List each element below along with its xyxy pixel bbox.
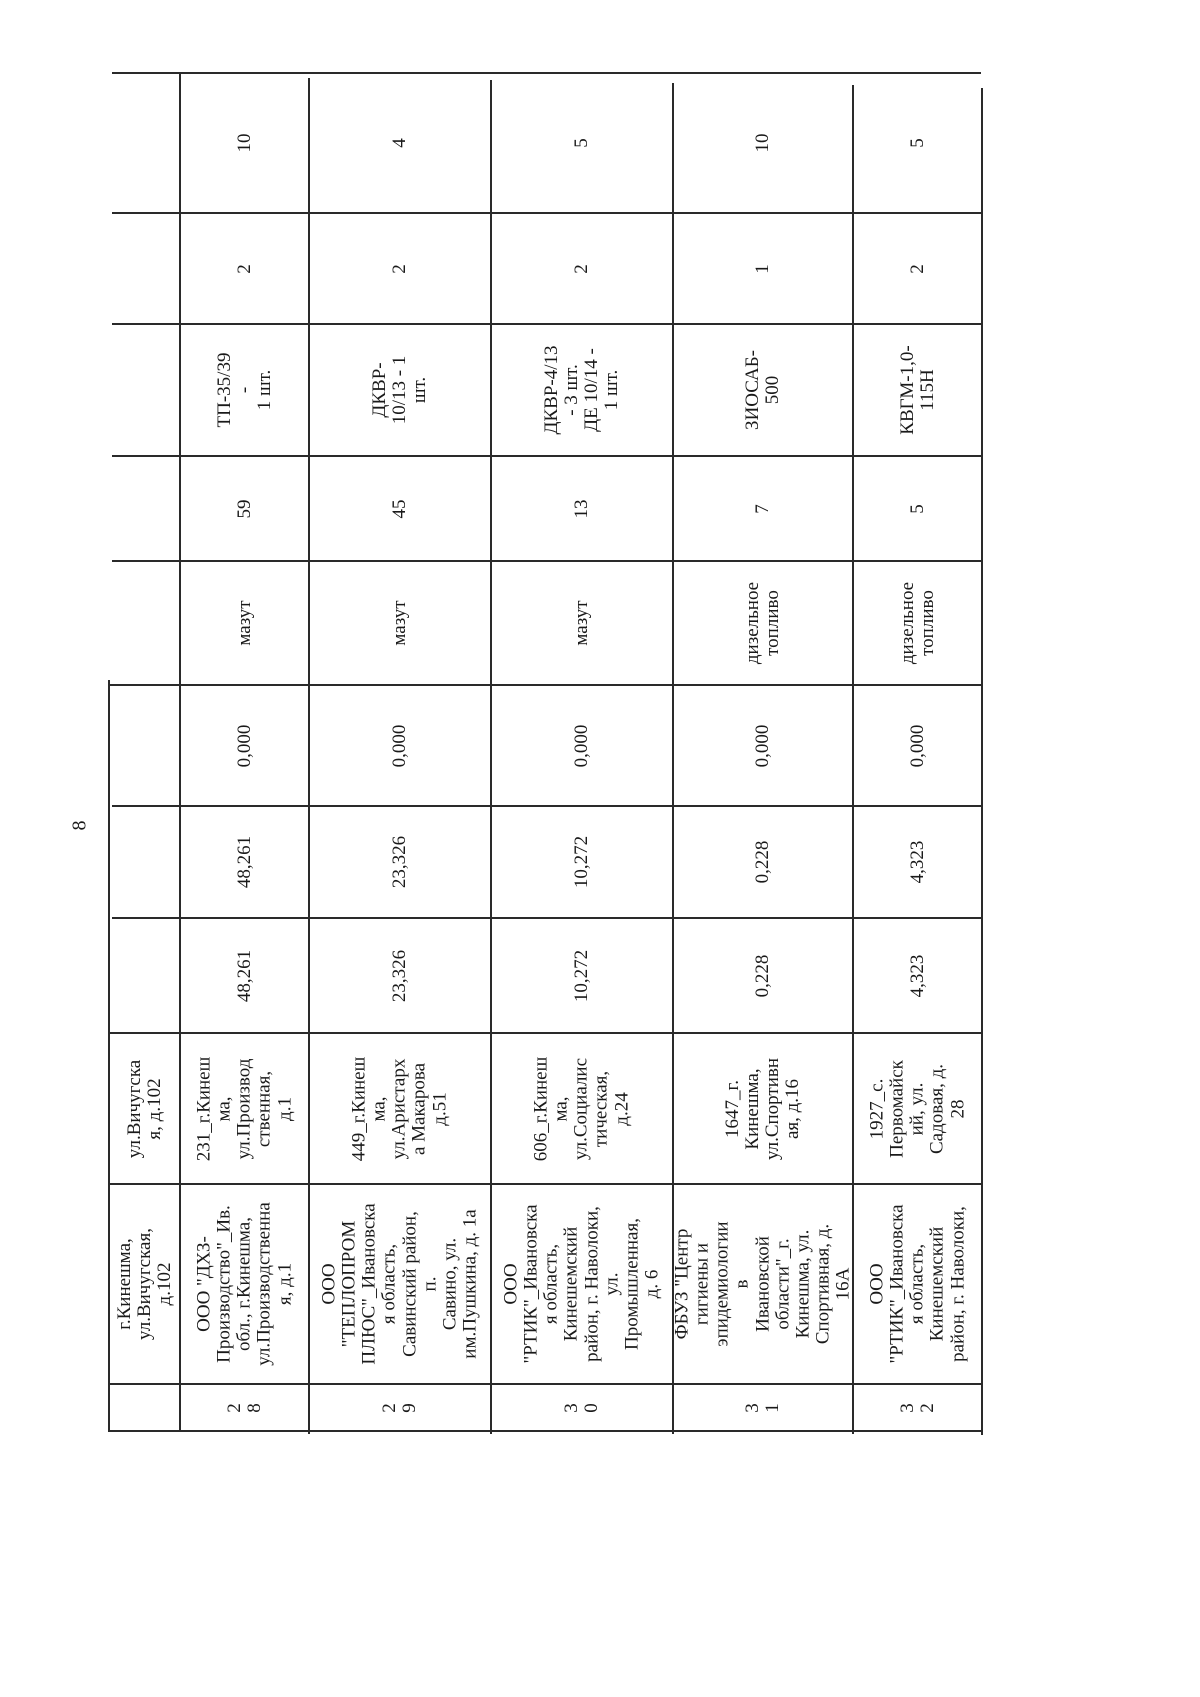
count-cell: 2 <box>388 263 410 274</box>
organization-cell: г.Кинешма, ул.Вичугская, д.102 <box>113 1228 175 1340</box>
fuel-cell: мазут <box>570 600 592 646</box>
value-a-cell: 0,228 <box>751 954 773 997</box>
value-a-cell: 48,261 <box>233 949 255 1002</box>
fuel-cell: дизельное топливо <box>741 581 783 665</box>
value-a-cell: 4,323 <box>906 954 928 997</box>
row-number-cell: 2 8 <box>223 1402 265 1413</box>
address-cell: 449_г.Кинеш ма, ул.Аристарх а Макарова д.51 <box>348 1056 451 1161</box>
row-number-cell: 2 9 <box>378 1402 420 1413</box>
age-cell: 59 <box>233 499 255 518</box>
age-cell: 45 <box>388 499 410 518</box>
value-b-cell: 10,272 <box>570 835 592 889</box>
address-cell: 1647_г. Кинешма, ул.Спортивн ая, д.16 <box>721 1057 804 1160</box>
organization-cell: ООО "РТИК"_Ивановска я область, Кинешемский район, г. Наволоки, ул. Промышленная, д. 6 <box>500 1204 663 1364</box>
organization-cell: ФБУЗ "Центр гигиены и эпидемиологии в Ивановской области"_г. Кинешма, ул. Спортивная, д. 16А <box>671 1221 854 1347</box>
fuel-cell: мазут <box>233 600 255 646</box>
value-b-cell: 23,326 <box>388 835 410 889</box>
value-c-cell: 0,000 <box>751 724 773 767</box>
organization-cell: ООО "РТИК"_Ивановска я область, Кинешемский район, г. Наволоки, <box>866 1204 968 1364</box>
count-cell: 1 <box>751 263 773 274</box>
grid-line <box>981 88 983 1435</box>
age-cell: 13 <box>570 499 592 518</box>
equipment-cell: КВГМ-1,0- 115Н <box>896 345 938 435</box>
capacity-cell: 5 <box>906 138 928 148</box>
capacity-cell: 5 <box>570 138 592 148</box>
grid-line <box>108 1430 981 1432</box>
value-b-cell: 0,228 <box>751 840 773 884</box>
equipment-cell: ДКВР- 10/13 - 1 шт. <box>368 355 431 425</box>
value-b-cell: 48,261 <box>233 835 255 889</box>
page-number: 8 <box>68 820 91 831</box>
fuel-cell: мазут <box>388 600 410 646</box>
row-number-cell: 3 0 <box>560 1402 602 1413</box>
equipment-cell: ЗИОСАБ- 500 <box>741 350 783 430</box>
fuel-cell: дизельное топливо <box>896 581 938 665</box>
value-a-cell: 10,272 <box>570 949 592 1002</box>
value-b-cell: 4,323 <box>906 840 928 884</box>
count-cell: 2 <box>570 263 592 274</box>
equipment-cell: ТП-35/39 - 1 шт. <box>213 352 275 428</box>
count-cell: 2 <box>906 263 928 274</box>
address-cell: 231_г.Кинеш ма, ул.Производ ственная, д.1 <box>193 1056 295 1161</box>
capacity-cell: 10 <box>751 133 773 153</box>
row-number-cell: 3 1 <box>741 1402 783 1413</box>
capacity-cell: 10 <box>233 133 255 153</box>
row-number-cell: 3 2 <box>896 1402 938 1413</box>
age-cell: 5 <box>906 503 928 514</box>
address-cell: 1927_с. Первомайск ий, ул. Садовая, д. 28 <box>866 1059 968 1158</box>
address-cell: 606_г.Кинеш ма, ул.Социалис тическая, д.24 <box>530 1056 633 1161</box>
value-c-cell: 0,000 <box>233 724 255 767</box>
organization-cell: ООО "ТЕПЛОПРОМ ПЛЮС"_Ивановска я область, Савинский район, п. Савино, ул. им.Пушкина, д. 1а <box>318 1203 481 1365</box>
address-cell: ул.Вичугска я, д.102 <box>123 1059 165 1158</box>
value-c-cell: 0,000 <box>388 724 410 767</box>
value-c-cell: 0,000 <box>906 724 928 767</box>
value-c-cell: 0,000 <box>570 724 592 767</box>
count-cell: 2 <box>233 263 255 274</box>
value-a-cell: 23,326 <box>388 949 410 1002</box>
equipment-cell: ДКВР-4/13 - 3 шт. ДЕ 10/14 - 1 шт. <box>540 345 623 435</box>
capacity-cell: 4 <box>388 138 410 148</box>
organization-cell: ООО "ДХЗ- Производство"_Ив. обл., г.Кинешма, ул.Производственна я, д.1 <box>193 1202 295 1366</box>
age-cell: 7 <box>751 503 773 514</box>
